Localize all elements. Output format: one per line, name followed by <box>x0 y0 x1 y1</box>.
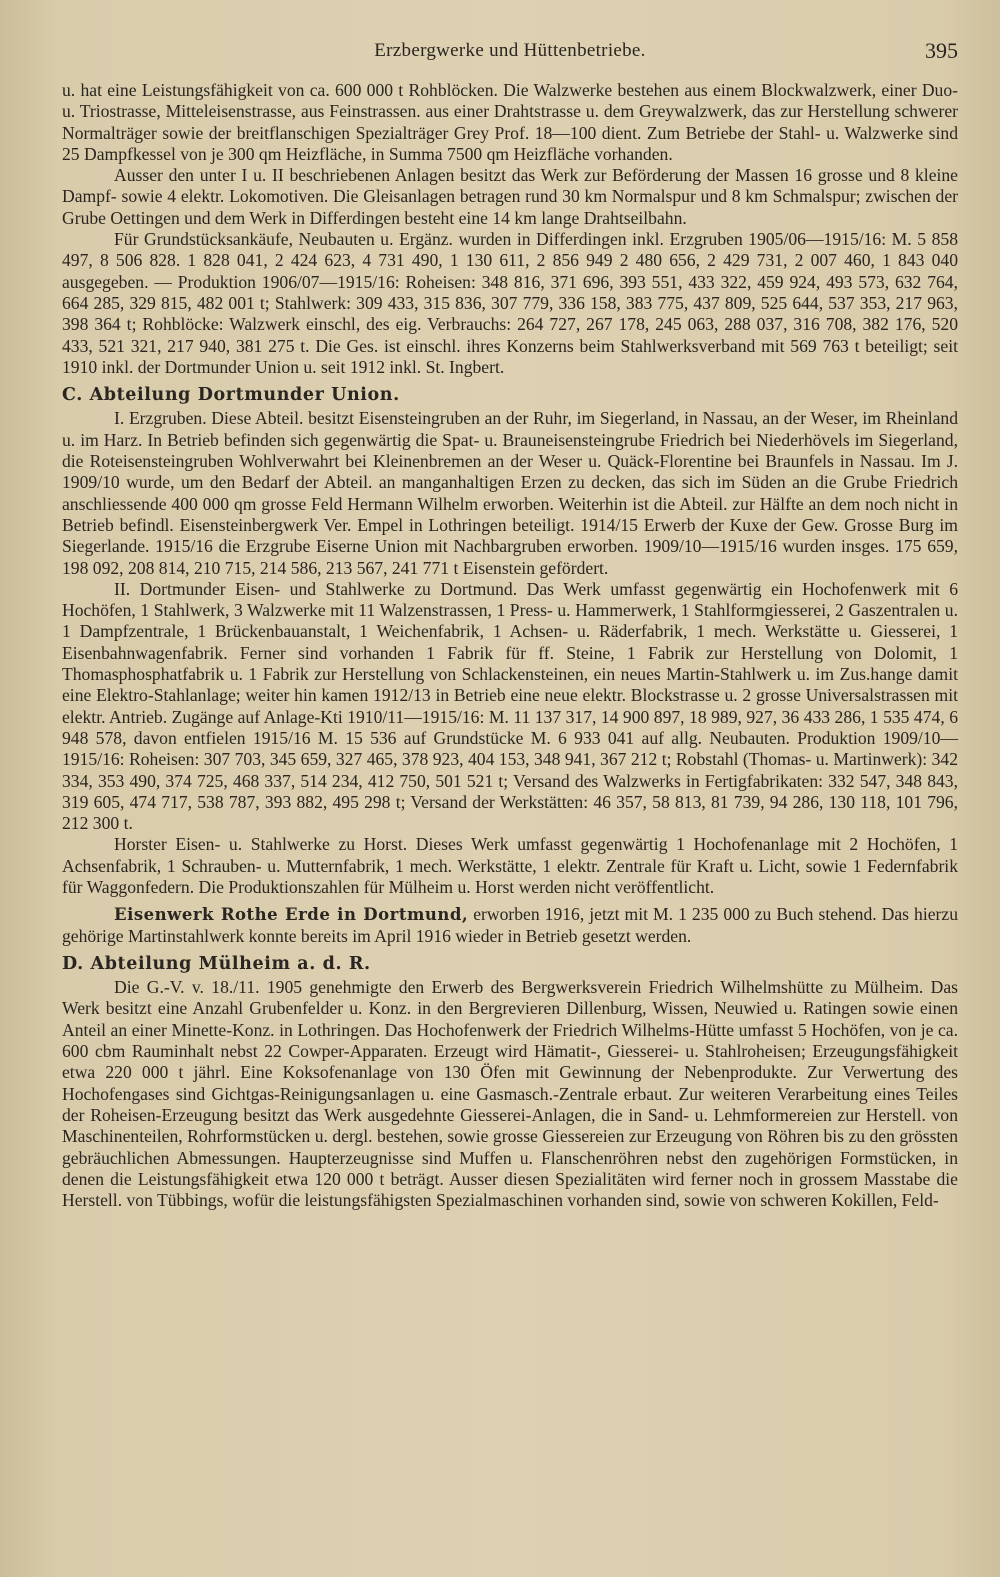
running-head <box>62 30 958 70</box>
paragraph-dortmunder-werke: II. Dortmunder Eisen- und Stahlwerke zu Dortmund. Das Werk umfasst gegenwärtig ein Hochofenwerk mit 6 Hochöfen, 1 Stahlwerk, 3 Walzwerke mit 11 Walzenstrassen, 1 Press- u. Hammerwerk, 1 Stahlformgiesserei, 2 Gaszentralen u. 1 Dampfzentrale, 1 Brückenbauanstalt, 1 Weichenfabrik, 1 Achsen- u. Räderfabrik, 1 mech. Werkstätte u. Giesserei, 1 Eisenbahnwagenfabrik. Ferner sind vorhanden 1 Fabrik für ff. Steine, 1 Fabrik zur Herstellung von Dolomit, 1 Thomasphosphatfabrik u. 1 Fabrik zur Herstellung von Schlackensteinen, ein neues Martin-Stahlwerk u. im Zus.hange damit eine Elektro-Stahlanlage; weiter hin kamen 1912/13 in Betrieb eine neue elektr. Blockstrasse u. 2 grosse Universalstrassen mit elektr. Antrieb. Zugänge auf Anlage-Kti 1910/11—1915/16: M. 11 137 317, 14 900 897, 18 989, 927, 36 433 286, 1 535 474, 6 948 578, davon entfielen 1915/16 M. 15 536 auf Grundstücke M. 6 933 041 auf allg. Neubauten. Produktion 1909/10—1915/16: Roheisen: 307 703, 345 659, 327 465, 378 923, 404 153, 348 941, 367 212 t; Robstahl (Thomas- u. Martinwerk): 342 334, 353 490, 374 725, 468 337, 514 234, 412 750, 501 521 t; Versand des Walzwerks in Fertigfabrikaten: 332 547, 348 843, 319 605, 474 717, 538 787, 393 882, 495 298 t; Versand der Werkstätten: 46 357, 58 813, 81 739, 94 286, 130 118, 101 796, 212 300 t. <box>62 578 958 834</box>
paragraph-muelheim: Die G.-V. v. 18./11. 1905 genehmigte den Erwerb des Bergwerksverein Friedrich Wilhelmshütte zu Mülheim. Das Werk besitzt eine Anzahl Grubenfelder u. Konz. in den Bergrevieren Dillenburg, Wissen, Neuwied u. Ratingen sowie einen Anteil an einer Minette-Konz. in Lothringen. Das Hochofenwerk der Friedrich Wilhelms-Hütte umfasst 5 Hochöfen, von je ca. 600 cbm Rauminhalt nebst 22 Cowper-Apparaten. Erzeugt wird Hämatit-, Giesserei- u. Stahlroheisen; Erzeugungsfähigkeit etwa 220 000 t jährl. Eine Koksofenanlage von 130 Öfen mit Gewinnung der Nebenprodukte. Zur Verwertung des Hochofengases sind Gichtgas-Reinigungsanlagen u. eine Gasmasch.-Zentrale erbaut. Zur weiteren Verarbeitung eines Teiles der Roheisen-Erzeugung besitzt das Werk ausgedehnte Giesserei-Anlagen, die in Sand- u. Lehmformereien zur Herstell. von Maschinenteilen, Rohrformstücken u. dergl. bestehen, sowie grosse Giessereien zur Erzeugung von Röhren bis zu den grössten gebräuchlichen Abmessungen. Haupterzeugnisse sind Muffen u. Flanschenröhren nebst den zugehörigen Formstücken, in denen die Leistungsfähigkeit etwa 120 000 t beträgt. Ausser diesen Spezialitäten wird ferner noch in grossem Masstabe die Herstell. von Tübbings, wofür die leistungsfähigsten Spezialmaschinen vorhanden sind, sowie von schweren Kokillen, Feld- <box>62 977 958 1211</box>
paragraph-erzgruben: I. Erzgruben. Diese Abteil. besitzt Eisensteingruben an der Ruhr, im Siegerland, in Nassau, an der Weser, im Rheinland u. im Harz. In Betrieb befinden sich gegenwärtig die Spat- u. Brauneisensteingrube Friedrich bei Niederhövels im Siegerland, die Roteisensteingruben Wohlverwahrt bei Kleinenbremen an der Weser u. Quäck-Florentine bei Braunfels in Nassau. Im J. 1909/10 wurde, um den Bedarf der Abteil. an manganhaltigen Erzen zu decken, das sich im Süden an die Grube Friedrich anschliessende 400 000 qm grosse Feld Hermann Wilhelm erworben. Weiterhin ist die Abteil. zur Hälfte an dem noch nicht in Betrieb befindl. Eisensteinbergwerk Ver. Empel in Lothringen beteiligt. 1914/15 Erwerb der Kuxe der Gew. Grosse Burg im Siegerlande. 1915/16 die Erzgrube Eiserne Union mit Nachbargruben erworben. 1909/10—1915/16 wurden insges. 175 659, 198 092, 208 814, 210 715, 214 586, 213 567, 241 771 t Eisenstein gefördert. <box>62 408 958 578</box>
rothe-erde-heading: Eisenwerk Rothe Erde in Dortmund, <box>114 905 469 925</box>
paragraph-rothe-erde <box>62 904 958 947</box>
paragraph-horster-werke: Horster Eisen- u. Stahlwerke zu Horst. Dieses Werk umfasst gegenwärtig 1 Hochofenanlage mit 2 Hochöfen, 1 Achsenfabrik, 1 Schrauben- u. Mutternfabrik, 1 mech. Werkstätte, 1 elektr. Zentrale für Kraft u. Licht, sowie 1 Federnfabrik für Waggonfedern. Die Produktionszahlen für Mülheim u. Horst werden nicht veröffentlicht. <box>62 834 958 897</box>
body-text <box>62 80 958 1211</box>
section-heading-d: D. Abteilung Mülheim a. d. R. <box>62 953 371 974</box>
rothe-erde-text: erworben 1916, jetzt mit M. 1 235 000 zu Buch stehend. Das hierzu gehörige Martinstahlwerk konnte bereits im April 1916 wieder in Betrieb gesetzt werden. <box>62 904 958 946</box>
section-heading-c: C. Abteilung Dortmunder Union. <box>62 385 400 406</box>
paragraph-walzwerke: u. hat eine Leistungsfähigkeit von ca. 600 000 t Rohblöcken. Die Walzwerke bestehen aus einem Blockwalzwerk, einer Duo- u. Triostrasse, Mitteleisenstrasse, aus Feinstrassen. aus einer Drahtstrasse u. dem Greywalzwerk, das zur Herstellung schwerer Normalträger sowie der breitflanschigen Spezialträger Grey Prof. 18—100 dient. Zum Betriebe der Stahl- u. Walzwerke sind 25 Dampfkessel von je 300 qm Heizfläche, in Summa 7500 qm Heizfläche vorhanden. <box>62 80 958 164</box>
paragraph-anlagen: Ausser den unter I u. II beschriebenen Anlagen besitzt das Werk zur Beförderung der Massen 16 grosse und 8 kleine Dampf- sowie 4 elektr. Lokomotiven. Die Gleisanlagen betragen rund 30 km Normalspur und 8 km Schmalspur; zwischen der Grube Oettingen und dem Werk in Differdingen besteht eine 14 km lange Drahtseilbahn. <box>62 165 958 228</box>
page-number: 395 <box>925 38 958 63</box>
running-title: Erzbergwerke und Hüttenbetriebe. <box>374 40 646 61</box>
paragraph-ausgaben-produktion: Für Grundstücksankäufe, Neubauten u. Ergänz. wurden in Differdingen inkl. Erzgruben 1905/06—1915/16: M. 5 858 497, 8 506 828. 1 828 041, 2 424 623, 4 731 490, 1 130 611, 2 856 949 2 480 656, 2 429 731, 2 007 460, 1 843 040 ausgegeben. — Produktion 1906/07—1915/16: Roheisen: 348 816, 371 696, 393 551, 433 322, 459 924, 493 573, 632 764, 664 285, 329 815, 482 001 t; Stahlwerk: 309 433, 315 836, 307 779, 336 158, 383 775, 437 809, 525 644, 537 353, 217 963, 398 364 t; Rohblöcke: Walzwerk einschl, des eig. Verbrauchs: 264 727, 267 178, 245 063, 288 037, 316 708, 382 176, 520 433, 521 321, 217 940, 381 275 t. Die Ges. ist einschl. ihres Konzerns beim Stahlwerksverband mit 569 763 t beteiligt; seit 1910 inkl. der Dortmunder Union u. seit 1912 inkl. St. Ingbert. <box>62 229 958 377</box>
